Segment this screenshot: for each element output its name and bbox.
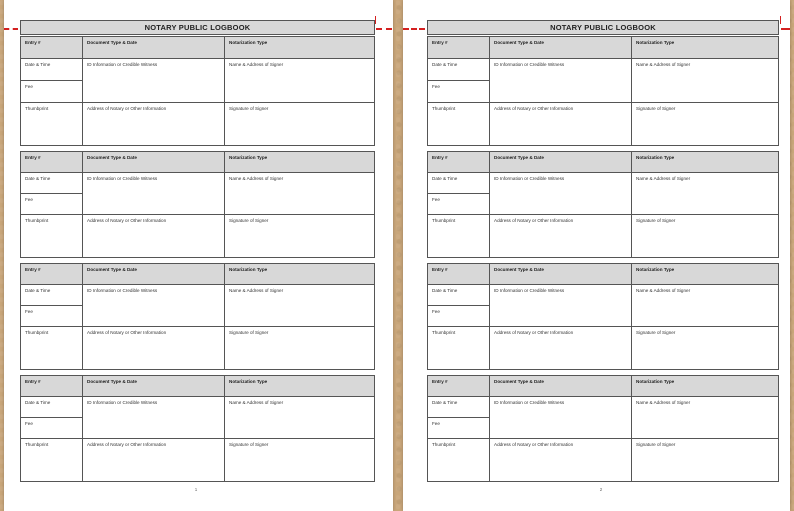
signer-name-address-label: Name & Address of Signer <box>632 397 779 439</box>
id-information-label: ID Information or Credible Witness <box>83 173 225 215</box>
document-type-date-label: Document Type & Date <box>490 376 632 397</box>
notarization-type-label: Notarization Type <box>632 37 779 59</box>
id-information-label: ID Information or Credible Witness <box>490 59 632 103</box>
date-time-label: Date & Time <box>428 285 490 306</box>
signer-name-address-label: Name & Address of Signer <box>632 173 779 215</box>
signer-signature-label: Signature of Signer <box>632 215 779 258</box>
signer-signature-label: Signature of Signer <box>632 439 779 482</box>
log-entry <box>20 151 375 258</box>
fee-label: Fee <box>21 194 83 215</box>
notary-address-label: Address of Notary or Other Information <box>490 439 632 482</box>
notarization-type-label: Notarization Type <box>225 376 375 397</box>
document-type-date-label: Document Type & Date <box>490 264 632 285</box>
thumbprint-label: Thumbprint <box>21 439 83 482</box>
fee-label: Fee <box>428 418 490 439</box>
guide-mark <box>780 16 781 24</box>
entry-number-label: Entry # <box>428 152 490 173</box>
log-entry <box>20 375 375 482</box>
id-information-label: ID Information or Credible Witness <box>83 397 225 439</box>
document-type-date-label: Document Type & Date <box>83 37 225 59</box>
entry-number-label: Entry # <box>21 37 83 59</box>
signer-signature-label: Signature of Signer <box>225 103 375 146</box>
notarization-type-label: Notarization Type <box>225 264 375 285</box>
fee-label: Fee <box>21 418 83 439</box>
entry-number-label: Entry # <box>21 152 83 173</box>
document-type-date-label: Document Type & Date <box>83 152 225 173</box>
log-entry <box>427 375 779 482</box>
date-time-label: Date & Time <box>428 173 490 194</box>
notary-address-label: Address of Notary or Other Information <box>83 103 225 146</box>
id-information-label: ID Information or Credible Witness <box>490 397 632 439</box>
signer-name-address-label: Name & Address of Signer <box>632 59 779 103</box>
date-time-label: Date & Time <box>428 397 490 418</box>
entry-number-label: Entry # <box>428 264 490 285</box>
signer-name-address-label: Name & Address of Signer <box>225 59 375 103</box>
signer-signature-label: Signature of Signer <box>632 103 779 146</box>
log-entry <box>427 36 779 146</box>
signer-signature-label: Signature of Signer <box>225 215 375 258</box>
id-information-label: ID Information or Credible Witness <box>83 285 225 327</box>
page-number: 1 <box>194 487 198 492</box>
page-number: 2 <box>599 487 603 492</box>
signer-signature-label: Signature of Signer <box>225 439 375 482</box>
signer-signature-label: Signature of Signer <box>225 327 375 370</box>
signer-name-address-label: Name & Address of Signer <box>225 285 375 327</box>
thumbprint-label: Thumbprint <box>428 327 490 370</box>
fee-label: Fee <box>428 81 490 103</box>
logbook-title: NOTARY PUBLIC LOGBOOK <box>427 20 779 35</box>
logbook-page-right <box>403 0 790 511</box>
log-entry <box>427 151 779 258</box>
thumbprint-label: Thumbprint <box>428 215 490 258</box>
entry-number-label: Entry # <box>428 376 490 397</box>
notary-address-label: Address of Notary or Other Information <box>490 215 632 258</box>
document-type-date-label: Document Type & Date <box>83 376 225 397</box>
notary-address-label: Address of Notary or Other Information <box>83 215 225 258</box>
notary-address-label: Address of Notary or Other Information <box>83 327 225 370</box>
fee-label: Fee <box>428 194 490 215</box>
signer-name-address-label: Name & Address of Signer <box>225 397 375 439</box>
guide-mark <box>4 28 18 30</box>
notary-address-label: Address of Notary or Other Information <box>490 103 632 146</box>
logbook-page-left <box>4 0 393 511</box>
thumbprint-label: Thumbprint <box>21 327 83 370</box>
notarization-type-label: Notarization Type <box>632 376 779 397</box>
notarization-type-label: Notarization Type <box>632 264 779 285</box>
date-time-label: Date & Time <box>21 285 83 306</box>
guide-mark <box>376 28 392 30</box>
date-time-label: Date & Time <box>428 59 490 81</box>
guide-mark <box>375 16 376 24</box>
thumbprint-label: Thumbprint <box>21 103 83 146</box>
signer-signature-label: Signature of Signer <box>632 327 779 370</box>
notarization-type-label: Notarization Type <box>632 152 779 173</box>
fee-label: Fee <box>428 306 490 327</box>
date-time-label: Date & Time <box>21 397 83 418</box>
guide-mark <box>403 28 425 30</box>
notary-address-label: Address of Notary or Other Information <box>490 327 632 370</box>
fee-label: Fee <box>21 306 83 327</box>
document-type-date-label: Document Type & Date <box>83 264 225 285</box>
id-information-label: ID Information or Credible Witness <box>83 59 225 103</box>
notarization-type-label: Notarization Type <box>225 37 375 59</box>
thumbprint-label: Thumbprint <box>428 439 490 482</box>
date-time-label: Date & Time <box>21 173 83 194</box>
signer-name-address-label: Name & Address of Signer <box>632 285 779 327</box>
signer-name-address-label: Name & Address of Signer <box>225 173 375 215</box>
id-information-label: ID Information or Credible Witness <box>490 285 632 327</box>
document-type-date-label: Document Type & Date <box>490 37 632 59</box>
fee-label: Fee <box>21 81 83 103</box>
log-entry <box>20 263 375 370</box>
log-entry <box>427 263 779 370</box>
thumbprint-label: Thumbprint <box>21 215 83 258</box>
date-time-label: Date & Time <box>21 59 83 81</box>
guide-mark <box>781 28 790 30</box>
logbook-title: NOTARY PUBLIC LOGBOOK <box>20 20 375 35</box>
notarization-type-label: Notarization Type <box>225 152 375 173</box>
entry-number-label: Entry # <box>21 264 83 285</box>
entry-number-label: Entry # <box>21 376 83 397</box>
id-information-label: ID Information or Credible Witness <box>490 173 632 215</box>
log-entry <box>20 36 375 146</box>
notary-address-label: Address of Notary or Other Information <box>83 439 225 482</box>
thumbprint-label: Thumbprint <box>428 103 490 146</box>
entry-number-label: Entry # <box>428 37 490 59</box>
document-type-date-label: Document Type & Date <box>490 152 632 173</box>
